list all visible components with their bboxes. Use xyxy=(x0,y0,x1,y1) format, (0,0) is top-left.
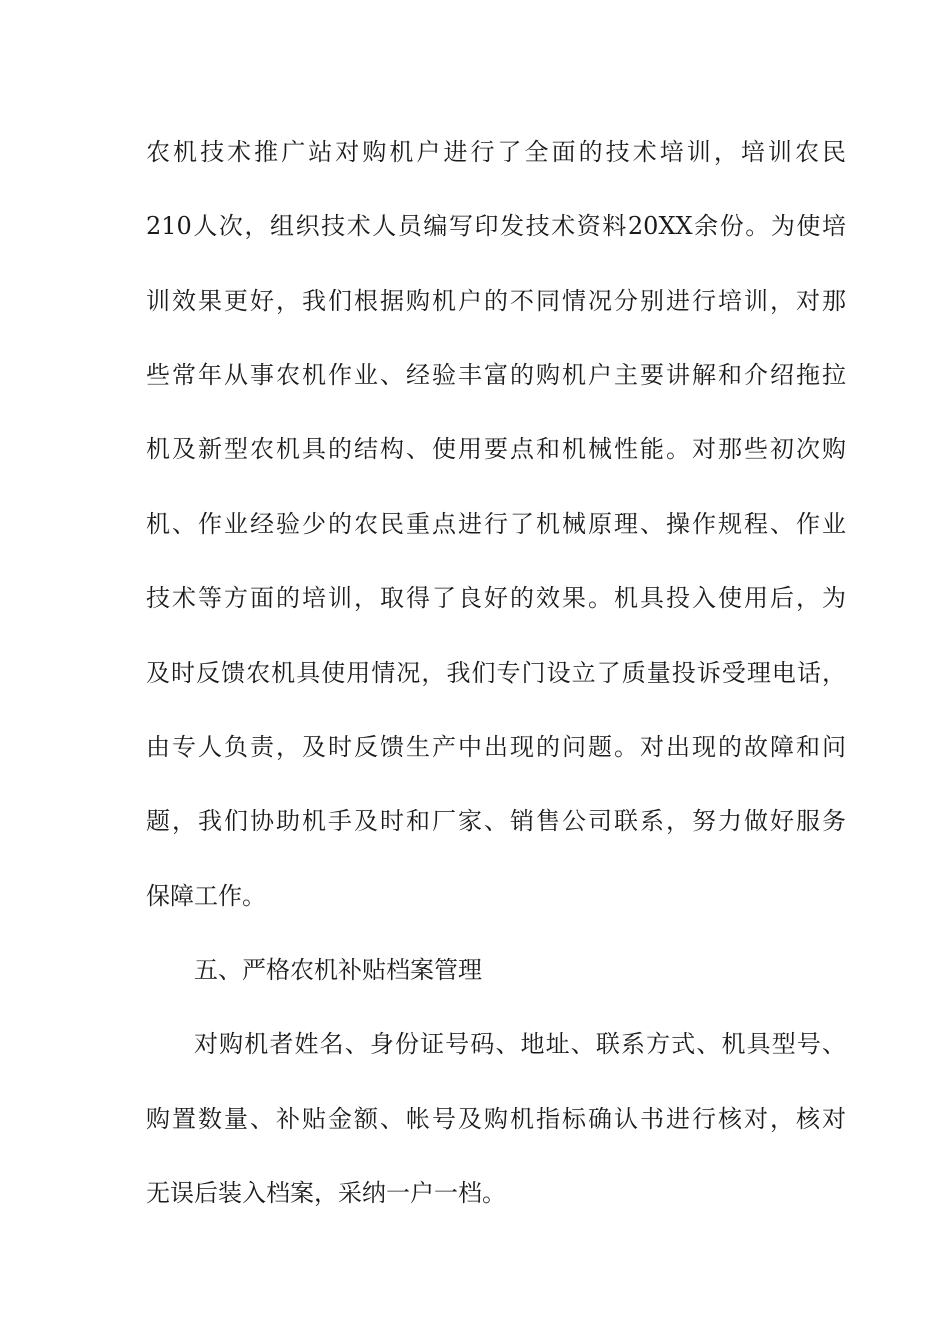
text-line: 无误后装入档案，采纳一户一档。 xyxy=(146,1179,506,1207)
text-line: 购置数量、补贴金额、帐号及购机指标确认书进行核对，核对 xyxy=(146,1105,846,1133)
text-line: 机及新型农机具的结构、使用要点和机械性能。对那些初次购 xyxy=(146,435,846,463)
text-line: 保障工作。 xyxy=(146,882,266,910)
text-line: 对购机者姓名、身份证号码、地址、联系方式、机具型号、 xyxy=(194,1030,846,1058)
text-line: 些常年从事农机作业、经验丰富的购机户主要讲解和介绍拖拉 xyxy=(146,361,846,389)
section-heading: 五、严格农机补贴档案管理 xyxy=(194,956,482,984)
text-line: 210人次，组织技术人员编写印发技术资料20XX余份。为使培 xyxy=(146,212,846,240)
text-line: 由专人负责，及时反馈生产中出现的问题。对出现的故障和问 xyxy=(146,733,846,761)
text-line: 机、作业经验少的农民重点进行了机械原理、操作规程、作业 xyxy=(146,510,846,538)
text-line: 农机技术推广站对购机户进行了全面的技术培训，培训农民 xyxy=(146,138,846,166)
text-line: 训效果更好，我们根据购机户的不同情况分别进行培训，对那 xyxy=(146,287,846,315)
text-line: 技术等方面的培训，取得了良好的效果。机具投入使用后，为 xyxy=(146,584,846,612)
text-line: 题，我们协助机手及时和厂家、销售公司联系，努力做好服务 xyxy=(146,807,846,835)
text-line: 及时反馈农机具使用情况，我们专门设立了质量投诉受理电话， xyxy=(146,659,846,687)
